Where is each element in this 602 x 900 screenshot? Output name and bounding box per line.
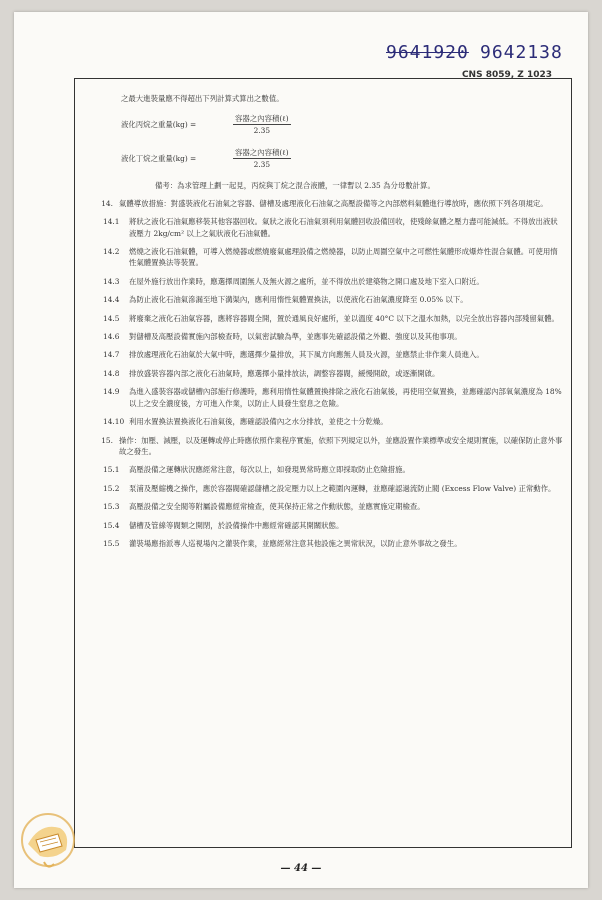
clause-text: 將廢棄之液化石油氣容器，應將容器閥全開，置於通風良好處所，並以溫度 40°C 以下之溫水加熱，以完全放出容器內部殘留氣體。 (129, 313, 559, 323)
clause-text: 燃燒之液化石油氣體，可導入燃燒器或燃燒廢氣處理設備之燃燒器，以防止周圍空氣中之可燃性氣體形成爆炸性混合氣體。可使用惰性氣體置換法等裝置。 (129, 247, 558, 268)
formula-fraction (233, 147, 291, 171)
clause-14-5 (87, 313, 563, 324)
clause-15-5 (87, 538, 563, 549)
document-number: 9642138 (480, 42, 563, 63)
clause-14-7 (87, 349, 563, 360)
formula-fraction (233, 113, 291, 137)
clause-14-2 (87, 246, 563, 269)
clause-15-3 (87, 501, 563, 512)
clause-text: 灌裝場應指派專人巡視場內之灌裝作業，並應經常注意其他設施之異常狀況，以防止意外事故之發生。 (129, 538, 462, 548)
formula-denominator: 2.35 (253, 159, 271, 169)
document-number-stamp (302, 40, 562, 70)
clause-number: 15.3 (103, 502, 120, 512)
clause-number: 14.1 (103, 217, 120, 227)
section-number: 15. (101, 435, 113, 445)
clause-14-10 (87, 416, 563, 427)
formula-denominator: 2.35 (253, 125, 271, 135)
clause-text: 為進入盛裝容器或儲槽內部施行修護時，應利用惰性氣體置換排除之液化石油氣後，再使用空氣置換，並應確認內部氧氣濃度為 18% 以上之安全濃度後，方可進入作業，以防止人員發生窒息之危險。 (129, 387, 562, 408)
section-15 (87, 435, 563, 458)
content-frame (74, 78, 572, 848)
clause-15-4 (87, 520, 563, 531)
clause-number: 14.2 (103, 247, 120, 257)
clause-15-2 (87, 483, 563, 494)
clause-14-8 (87, 368, 563, 379)
clause-number: 15.2 (103, 483, 120, 493)
struck-document-number: 9641920 (386, 42, 469, 63)
clause-14-9 (87, 386, 563, 409)
formula-butane (121, 144, 563, 172)
clause-text: 利用水置換法置換液化石油氣後，應確認設備內之水分排放，並使之十分乾燥。 (129, 417, 388, 427)
section-14 (87, 198, 563, 209)
clause-number: 14.9 (103, 387, 120, 397)
clause-text: 對儲槽及高壓設備實施內部檢查時，以氣密試驗為準，並應事先確認設備之外觀、強度以及其他事項。 (129, 332, 462, 342)
clause-14-1 (87, 216, 563, 239)
clause-text: 為防止液化石油氣滲漏至地下溝渠內，應利用惰性氣體置換法，以使液化石油氣濃度降至 0.05% 以下。 (129, 295, 468, 305)
formula-propane (121, 110, 563, 138)
clause-number: 14.6 (103, 332, 120, 342)
formula-label: 液化丁烷之重量(kg) = (121, 153, 197, 163)
section-number: 14. (101, 198, 113, 208)
clause-text: 排放處理液化石油氣於大氣中時，應選擇少量排放，其下風方向應無人員及火源，並應禁止非作業人員進入。 (129, 350, 484, 360)
clause-14-3 (87, 276, 563, 287)
standard-code: CNS 8059, Z 1023 (461, 70, 552, 80)
clause-number: 14.3 (103, 276, 120, 286)
formula-numerator: 容器之內容積(ℓ) (233, 113, 291, 125)
clause-number: 15.5 (103, 538, 120, 548)
clause-text: 將狀之液化石油氣應移裝其他容器回收。氣狀之液化石油氣須利用氣體回收設備回收，使殘餘氣體之壓力盡可能減低。不得放出液狀液壓力 2kg/cm² 以上之氣狀液化石油氣體。 (129, 217, 558, 238)
intro-text: 之最大進裝量應不得超出下列計算式算出之數值。 (121, 94, 284, 103)
page-number: — 44 — (280, 863, 322, 874)
clause-14-6 (87, 331, 563, 342)
section-text: 操作：加壓、減壓，以及運轉或停止時應依照作業程序實施，依照下列規定以外，並應設置作業標準或安全規則實施，以確保防止意外事故之發生。 (119, 435, 563, 456)
clause-text: 高壓設備之安全閥等附屬設備應經常檢查，使其保持正常之作動狀態，並應實施定期檢查。 (129, 502, 425, 512)
library-logo-icon (18, 800, 82, 876)
clause-text: 在屋外施行放出作業時，應選擇周圍無人及無火源之處所，並不得放出於建築物之開口處及地下室入口附近。 (129, 276, 484, 286)
clause-text: 高壓設備之運轉狀況應經常注意，每次以上，如發現異常時應立即採取防止危險措施。 (129, 465, 410, 475)
clause-14-4 (87, 294, 563, 305)
clause-number: 14.7 (103, 350, 120, 360)
formula-label: 液化丙烷之重量(kg) = (121, 119, 197, 129)
clause-text: 儲槽及管線等閥類之開閉，於設備操作中應經常確認其開關狀態。 (129, 520, 344, 530)
formula-note: 備考：為求管理上劃一起見，丙烷與丁烷之混合液體，一律暫以 2.35 為分母數計算。 (155, 181, 435, 191)
section-text: 氣體導放措施：對盛裝液化石油氣之容器、儲槽及處理液化石油氣之高壓設備等之內部燃料氣體進行導放時，應依照下列各項規定。 (119, 198, 548, 208)
clause-number: 15.1 (103, 465, 120, 475)
clause-number: 14.4 (103, 295, 120, 305)
clause-number: 14.8 (103, 368, 120, 378)
clause-number: 15.4 (103, 520, 120, 530)
clause-text: 排放盛裝容器內部之液化石油氣時，應選擇小量排放法，調整容器閥，緩慢開啟，或逐漸開啟。 (129, 368, 440, 378)
clause-text: 泵浦及壓縮機之操作，應於容器閥確認儲槽之設定壓力以上之範圍內運轉，並應確認過流防止閥 (Excess Flow Valve) 正常動作。 (129, 483, 556, 493)
clause-15-1 (87, 464, 563, 475)
clause-number: 14.5 (103, 313, 120, 323)
document-page (14, 12, 588, 888)
formula-numerator: 容器之內容積(ℓ) (233, 147, 291, 159)
clause-number: 14.10 (103, 417, 125, 427)
